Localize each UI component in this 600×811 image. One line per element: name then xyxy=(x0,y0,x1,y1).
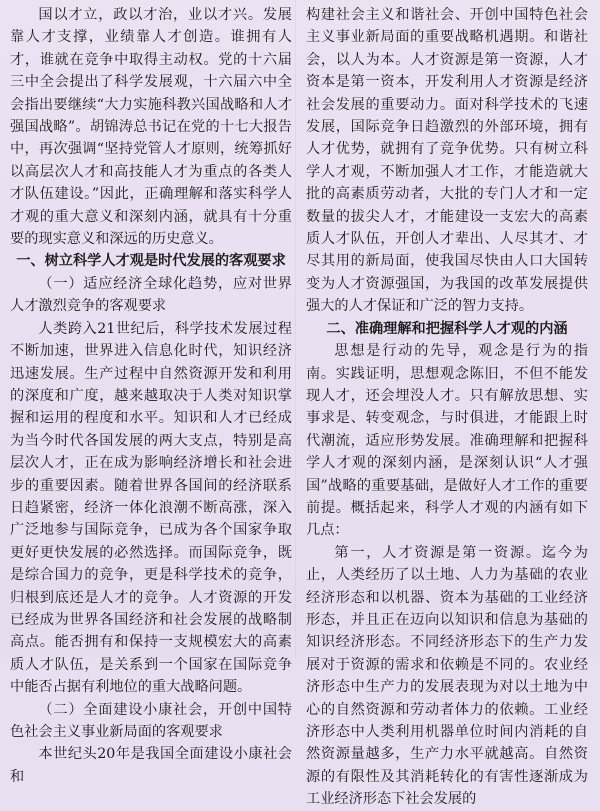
paragraph-thought-guide: 思想是行动的先导，观念是行为的指南。实践证明，思想观念陈旧，不但不能发现人才，还会埋没人才。只有解放思想、实事求是、转变观念，与时俱进，才能跟上时代潮流，适应形势发展。准确理解和把握科学人才观的深刻内涵，是深刻认识“人才强国”战略的重要基础，是做好人才工作的重要前提。概括起来，科学人才观的内涵有如下几点： xyxy=(306,343,588,539)
paragraph-global-competition: 人类跨入21世纪后，科学技术发展过程不断加速，世界进入信息化时代，知识经济迅速发展。生产过程中自然资源开发和利用的深度和广度，越来越取决于人类对知识掌握和运用的程度和水平。知识和人才已经成为当今时代各国发展的两大支点，特别是高层次人才，正在成为影响经济增长和社会进步的重要因素。随着世界各国间的经济联系日趋紧密，经济一体化浪潮不断高涨，深入广泛地参与国际竞争，已成为各个国家争取更好更快发展的必然选择。而国际竞争，既是综合国力的竞争，更是科学技术的竞争，归根到底还是人才的竞争。人才资源的开发已经成为世界各国经济和社会发展的战略制高点。能否拥有和保持一支规模宏大的高素质人才队伍，是关系到一个国家在国际竞争中能否占据有利地位的重大战略问题。 xyxy=(10,320,292,696)
column-gutter xyxy=(295,0,296,658)
section-heading-1: 一、树立科学人才观是时代发展的客观要求 xyxy=(16,253,286,270)
left-column xyxy=(10,4,292,788)
subheading-1: （一）适应经济全球化趋势，应对世界人才激烈竞争的客观要求 xyxy=(10,275,292,315)
paragraph-harmonious-society: 构建社会主义和谐社会、开创中国特色社会主义事业新局面的重要战略机遇期。和谐社会，以人为本。人才资源是第一资源，人才资本是第一资本，开发利用人才资源是经济社会发展的重要动力。面对科学技术的飞速发展，国际竞争日趋激烈的外部环境，拥有人才优势，就拥有了竞争优势。只有树立科学人才观，不断加强人才工作，才能造就大批的高素质劳动者，大批的专门人才和一定数量的拔尖人才，才能建设一支宏大的高素质人才队伍，开创人才辈出、人尽其才、才尽其用的新局面，使我国尽快由人口大国转变为人才资源强国，为我国的改革发展提供强大的人才保证和广泛的智力支持。 xyxy=(306,7,588,315)
right-column xyxy=(306,4,588,811)
paragraph-intro: 国以才立，政以才治，业以才兴。发展靠人才支撑，业绩靠人才创造。谁拥有人才，谁就在竞争中取得主动权。党的十六届三中全会提出了科学发展观，十六届六中全会指出要继续“大力实施科教兴国战略和人才强国战略”。胡锦涛总书记在党的十七大报告中，再次强调“坚持党管人才原则，统筹抓好以高层次人才和高技能人才为重点的各类人才队伍建设。”因此，正确理解和落实科学人才观的重大意义和深刻内涵，就具有十分重要的现实意义和深远的历史意义。 xyxy=(10,7,292,248)
paragraph-xiaokang-start: 本世纪头20年是我国全面建设小康社会和 xyxy=(10,746,292,785)
subheading-2: （二）全面建设小康社会，开创中国特色社会主义事业新局面的客观要求 xyxy=(10,701,292,740)
section-heading-2: 二、准确理解和把握科学人才观的内涵 xyxy=(326,320,568,337)
paragraph-first-resource: 第一，人才资源是第一资源。迄今为止，人类经历了以土地、人力为基础的农业经济形态和以机器、资本为基础的工业经济形态，并且正在迈向以知识和信息为基础的知识经济形态。不同经济形态下的生产力发展对于资源的需求和依赖是不同的。农业经济形态中生产力的发展表现为对以土地为中心的自然资源和劳动者体力的依赖。工业经济形态中人类利用机器单位时间内消耗的自然资源量越多，生产力水平就越高。自然资源的有限性及其消耗转化的有害性逐渐成为工业经济形态下社会发展的 xyxy=(306,544,588,808)
